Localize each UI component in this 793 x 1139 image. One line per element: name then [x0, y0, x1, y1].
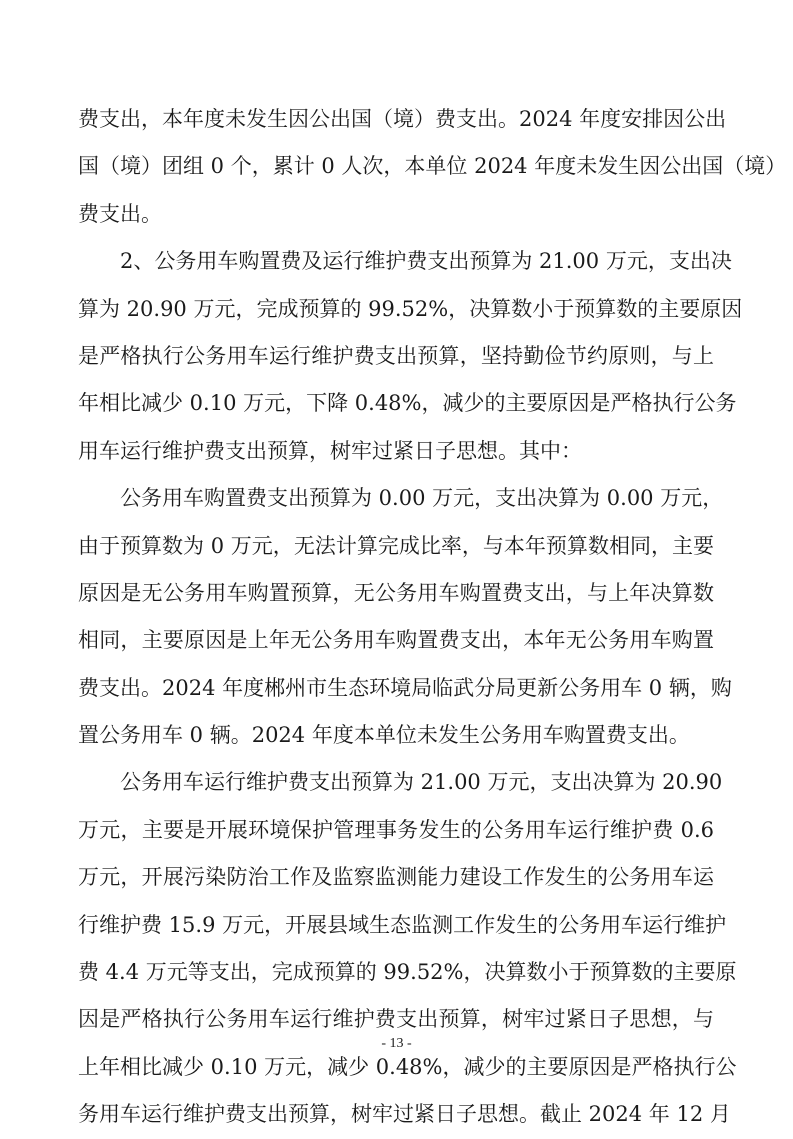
- text-line: 置公务用车 0 辆。2024 年度本单位未发生公务用车购置费支出。: [78, 723, 690, 748]
- text-line: 相同，主要原因是上年无公务用车购置费支出，本年无公务用车购置: [78, 628, 714, 653]
- text-line: 公务用车购置费支出预算为 0.00 万元，支出决算为 0.00 万元，: [120, 486, 724, 511]
- text-line: 年相比减少 0.10 万元，下降 0.48%，减少的主要原因是严格执行公务: [78, 391, 737, 416]
- paragraph: [78, 475, 732, 759]
- page-number: - 13 -: [381, 1036, 412, 1051]
- text-line: 2、公务用车购置费及运行维护费支出预算为 21.00 万元，支出决: [120, 249, 732, 274]
- text-line: 费支出。2024 年度郴州市生态环境局临武分局更新公务用车 0 辆，购: [78, 675, 732, 700]
- text-line: 务用车运行维护费支出预算，树牢过紧日子思想。截止 2024 年 12 月: [78, 1102, 731, 1127]
- text-line: 万元，开展污染防治工作及监察监测能力建设工作发生的公务用车运: [78, 865, 714, 890]
- paragraph: [78, 759, 737, 1138]
- text-line: 上年相比减少 0.10 万元，减少 0.48%，减少的主要原因是严格执行公: [78, 1054, 737, 1079]
- text-line: 是严格执行公务用车运行维护费支出预算，坚持勤俭节约原则，与上: [78, 343, 714, 368]
- text-line: 算为 20.90 万元，完成预算的 99.52%，决算数小于预算数的主要原因: [78, 296, 743, 321]
- text-line: 由于预算数为 0 万元，无法计算完成比率，与本年预算数相同，主要: [78, 533, 714, 558]
- text-line: 费 4.4 万元等支出，完成预算的 99.52%，决算数小于预算数的主要原: [78, 960, 737, 985]
- paragraph: [78, 96, 787, 238]
- text-line: 因是严格执行公务用车运行维护费支出预算，树牢过紧日子思想，与: [78, 1007, 714, 1032]
- text-line: 费支出。: [78, 201, 162, 226]
- text-line: 用车运行维护费支出预算，树牢过紧日子思想。其中：: [78, 438, 582, 463]
- paragraph: [78, 238, 743, 475]
- text-line: 行维护费 15.9 万元，开展县域生态监测工作发生的公务用车运行维护: [78, 912, 727, 937]
- text-line: 国（境）团组 0 个，累计 0 人次，本单位 2024 年度未发生因公出国（境）: [78, 154, 787, 179]
- text-line: 万元，主要是开展环境保护管理事务发生的公务用车运行维护费 0.6: [78, 817, 714, 842]
- document-body: [78, 96, 787, 1139]
- text-line: 原因是无公务用车购置预算，无公务用车购置费支出，与上年决算数: [78, 580, 714, 605]
- text-line: 费支出，本年度未发生因公出国（境）费支出。2024 年度安排因公出: [78, 107, 727, 131]
- text-line: 公务用车运行维护费支出预算为 21.00 万元，支出决算为 20.90: [120, 770, 723, 795]
